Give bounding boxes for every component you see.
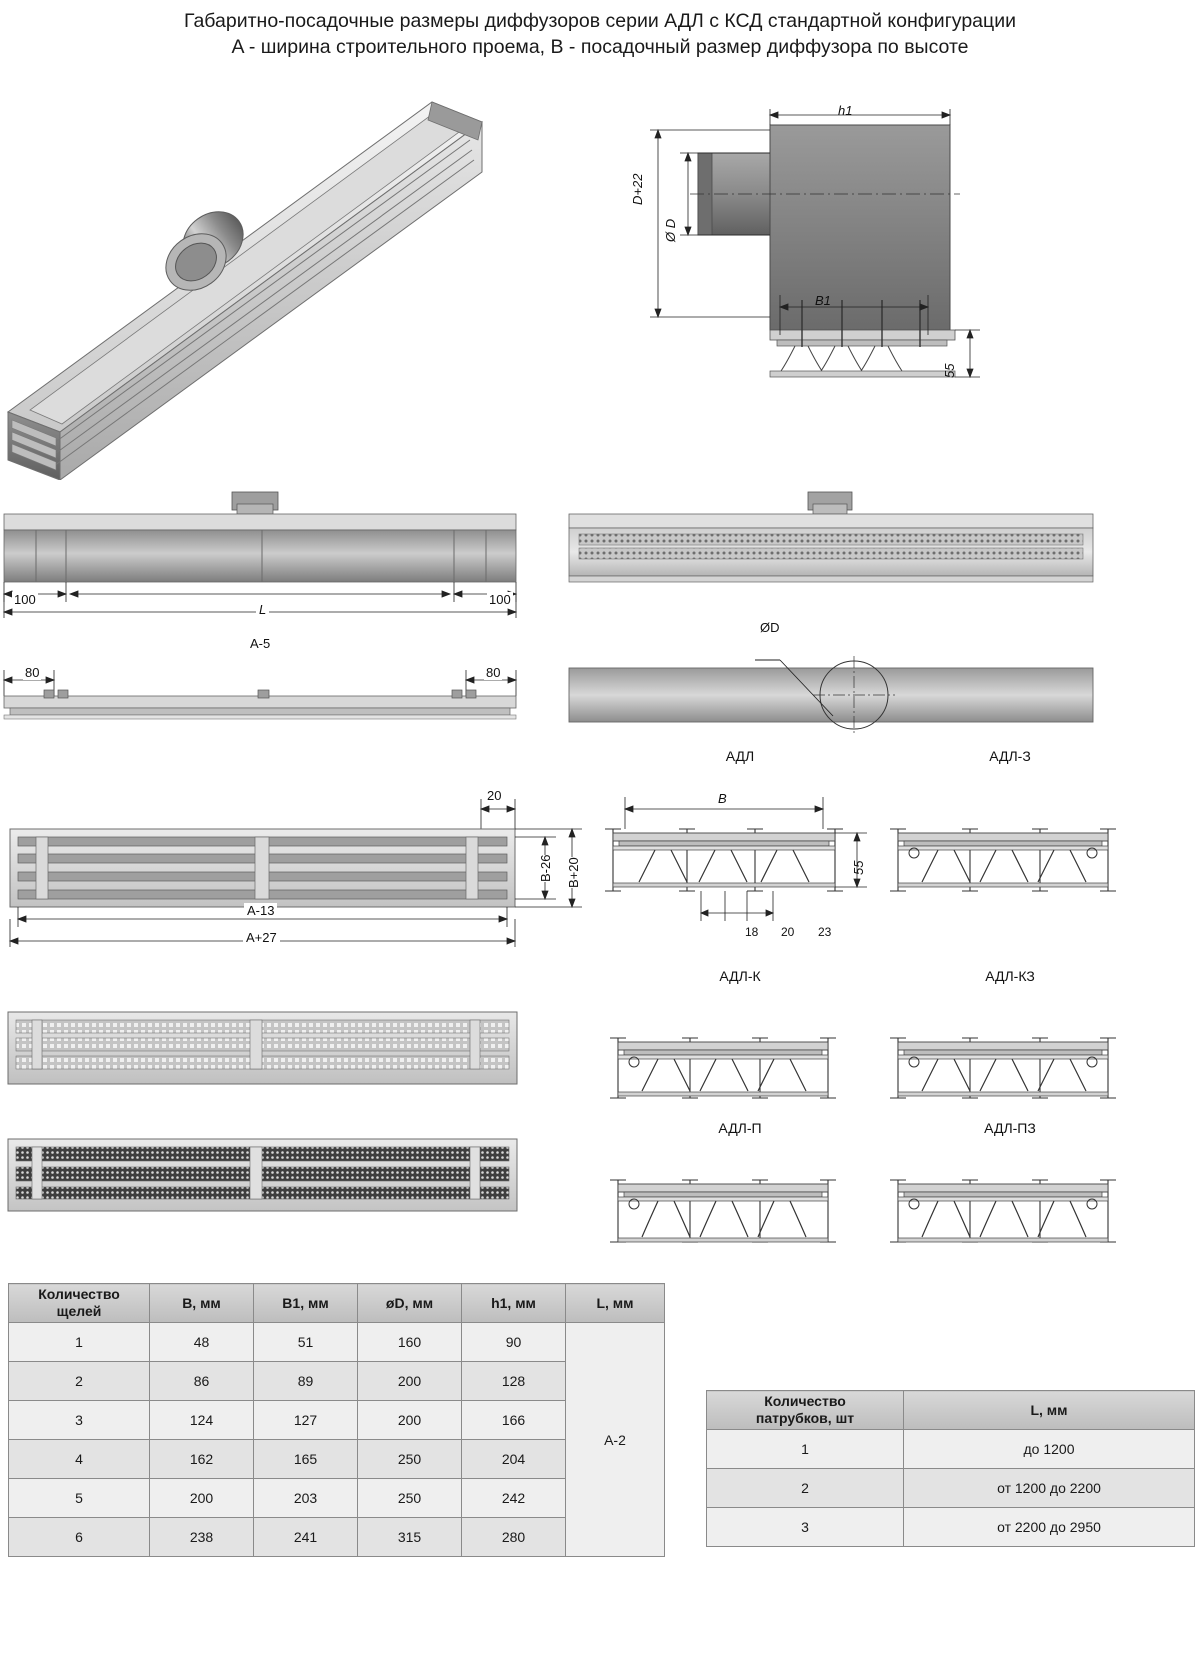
perforated-panel-1 bbox=[0, 1008, 545, 1090]
cell-spigots: 3 bbox=[707, 1508, 904, 1547]
title-line-2: A - ширина строительного проема, B - посадочный размер диффузора по высоте bbox=[231, 36, 969, 58]
title-line-1: Габаритно-посадочные размеры диффузоров серии АДЛ с КСД стандартной конфигурации bbox=[184, 10, 1016, 32]
cell-b1: 51 bbox=[254, 1323, 358, 1362]
table-header-row bbox=[9, 1284, 665, 1323]
table-row bbox=[707, 1430, 1195, 1469]
main-dimensions-table bbox=[8, 1283, 665, 1557]
dim-h1: h1 bbox=[838, 103, 853, 118]
perforated-panel-2 bbox=[0, 1135, 545, 1217]
cell-od: 200 bbox=[358, 1401, 462, 1440]
th-spigot-line1: Количество bbox=[764, 1393, 846, 1409]
cell-b1: 127 bbox=[254, 1401, 358, 1440]
cell-od: 250 bbox=[358, 1440, 462, 1479]
cell-b1: 203 bbox=[254, 1479, 358, 1518]
dim-b-plus-20: B+20 bbox=[566, 857, 581, 888]
cell-b: 86 bbox=[150, 1362, 254, 1401]
dim-L: L bbox=[256, 602, 269, 617]
cell-length: от 2200 до 2950 bbox=[904, 1508, 1195, 1547]
dim-23: 23 bbox=[818, 925, 832, 939]
caption-adl-k3: АДЛ-КЗ bbox=[985, 968, 1035, 984]
section-view-top-right bbox=[620, 95, 1020, 415]
th-l-side: L, мм bbox=[904, 1391, 1195, 1430]
dim-18: 18 bbox=[745, 925, 759, 939]
cell-b: 48 bbox=[150, 1323, 254, 1362]
detail-adl bbox=[595, 785, 885, 955]
table-header-row bbox=[707, 1391, 1195, 1430]
caption-adl-p3: АДЛ-ПЗ bbox=[984, 1120, 1036, 1136]
spigot-count-table bbox=[706, 1390, 1195, 1547]
side-view-with-od bbox=[565, 650, 1105, 740]
caption-adl: АДЛ bbox=[725, 748, 755, 764]
isometric-diffuser-3d bbox=[0, 80, 620, 480]
cell-b: 162 bbox=[150, 1440, 254, 1479]
cell-slots: 3 bbox=[9, 1401, 150, 1440]
th-slot-count-line1: Количество bbox=[38, 1286, 120, 1302]
cell-length: до 1200 bbox=[904, 1430, 1195, 1469]
cell-h1: 90 bbox=[462, 1323, 566, 1362]
cell-od: 315 bbox=[358, 1518, 462, 1557]
detail-adl-k3 bbox=[880, 1000, 1140, 1130]
th-b1: B1, мм bbox=[254, 1284, 358, 1323]
dim-80-left: 80 bbox=[25, 665, 40, 680]
dim-b-26: B-26 bbox=[538, 854, 553, 882]
cell-slots: 6 bbox=[9, 1518, 150, 1557]
cell-h1: 280 bbox=[462, 1518, 566, 1557]
cell-slots: 4 bbox=[9, 1440, 150, 1479]
th-b: B, мм bbox=[150, 1284, 254, 1323]
dim-55-side: 55 bbox=[942, 363, 957, 378]
dim-B: B bbox=[718, 791, 727, 806]
cell-b1: 165 bbox=[254, 1440, 358, 1479]
caption-adl-p: АДЛ-П bbox=[718, 1120, 762, 1136]
dim-od: ØD bbox=[760, 620, 780, 635]
dim-phi-d: Ø D bbox=[663, 218, 678, 242]
cell-h1: 204 bbox=[462, 1440, 566, 1479]
cell-od: 250 bbox=[358, 1479, 462, 1518]
dim-a-plus-27: A+27 bbox=[243, 930, 280, 945]
dim-b1: B1 bbox=[815, 293, 831, 308]
cell-slots: 1 bbox=[9, 1323, 150, 1362]
cell-b: 124 bbox=[150, 1401, 254, 1440]
detail-adl-p bbox=[600, 1150, 860, 1280]
cell-h1: 166 bbox=[462, 1401, 566, 1440]
cell-b1: 89 bbox=[254, 1362, 358, 1401]
page-title bbox=[0, 8, 1200, 60]
th-l: L, мм bbox=[566, 1284, 665, 1323]
cell-h1: 128 bbox=[462, 1362, 566, 1401]
plan-view-top bbox=[0, 490, 545, 620]
dim-80-right: 80 bbox=[486, 665, 501, 680]
front-view-with-80 bbox=[0, 660, 545, 730]
th-h1: h1, мм bbox=[462, 1284, 566, 1323]
table-row bbox=[707, 1508, 1195, 1547]
cell-od: 160 bbox=[358, 1323, 462, 1362]
cell-b: 238 bbox=[150, 1518, 254, 1557]
th-spigot-line2: патрубков, шт bbox=[755, 1410, 855, 1426]
detail-adl-p3 bbox=[880, 1150, 1140, 1280]
cell-slots: 2 bbox=[9, 1362, 150, 1401]
perforated-top-view bbox=[565, 490, 1105, 595]
th-slot-count bbox=[9, 1284, 150, 1323]
dim-a-13: A-13 bbox=[244, 903, 277, 918]
caption-adl-3: АДЛ-З bbox=[989, 748, 1031, 764]
cell-b: 200 bbox=[150, 1479, 254, 1518]
detail-adl-k bbox=[600, 1000, 860, 1130]
caption-adl-k: АДЛ-К bbox=[719, 968, 761, 984]
cell-spigots: 1 bbox=[707, 1430, 904, 1469]
cell-l-merged: A-2 bbox=[566, 1323, 665, 1557]
cell-spigots: 2 bbox=[707, 1469, 904, 1508]
slot-face-dimensioned bbox=[0, 795, 590, 955]
dim-100-right: 100 bbox=[489, 592, 511, 607]
cell-b1: 241 bbox=[254, 1518, 358, 1557]
cell-od: 200 bbox=[358, 1362, 462, 1401]
dim-A5: A-5 bbox=[247, 636, 273, 651]
dim-100-left: 100 bbox=[14, 592, 36, 607]
detail-adl-3 bbox=[880, 785, 1140, 915]
th-spigot-count bbox=[707, 1391, 904, 1430]
table-row bbox=[707, 1469, 1195, 1508]
table-row bbox=[9, 1323, 665, 1362]
dim-20: 20 bbox=[781, 925, 795, 939]
cell-h1: 242 bbox=[462, 1479, 566, 1518]
th-slot-count-line2: щелей bbox=[56, 1303, 102, 1319]
cell-length: от 1200 до 2200 bbox=[904, 1469, 1195, 1508]
cell-slots: 5 bbox=[9, 1479, 150, 1518]
dim-55: 55 bbox=[851, 860, 866, 875]
th-od: øD, мм bbox=[358, 1284, 462, 1323]
dim-d-plus-22: D+22 bbox=[630, 173, 645, 205]
dim-20: 20 bbox=[487, 788, 502, 803]
